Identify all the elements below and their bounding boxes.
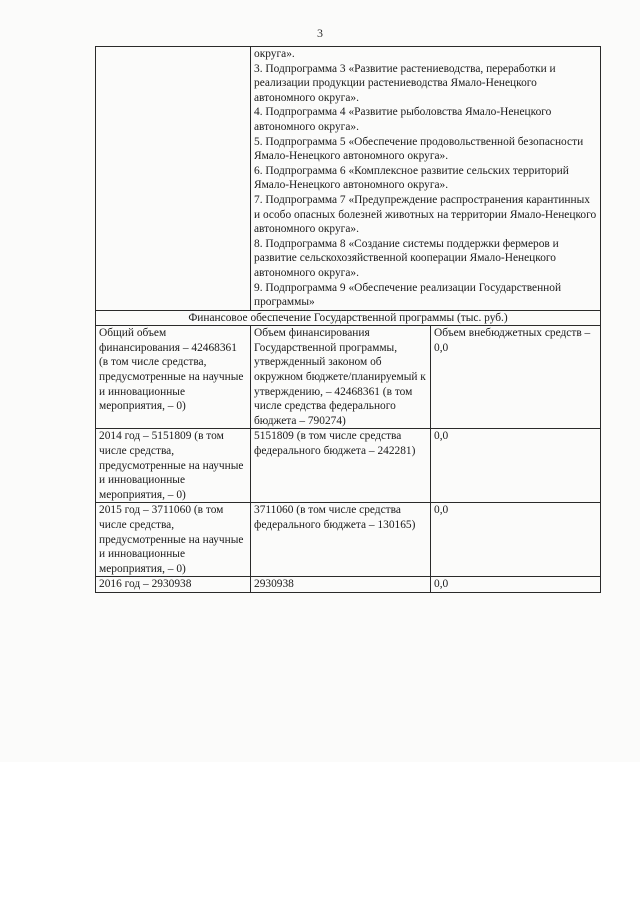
list-item: 8. Подпрограмма 8 «Создание системы поддержки фермеров и развитие сельскохозяйственной кооперации Ямало-Ненецкого автономного округа».	[254, 237, 559, 279]
subprograms-list-cell	[251, 47, 601, 311]
approved-financing-cell: Объем финансирования Государственной программы, утвержденный законом об окружном бюджете/планируемый к утверждению, – 42468361 (в том числе средства федерального бюджета – 790274)	[251, 326, 431, 429]
year-total-cell: 2016 год – 2930938	[96, 577, 251, 593]
year-total-cell: 2014 год – 5151809 (в том числе средства, предусмотренные на научные и инновационные мероприятия, – 0)	[96, 429, 251, 503]
year-total-cell: 2015 год – 3711060 (в том числе средства, предусмотренные на научные и инновационные мероприятия, – 0)	[96, 503, 251, 577]
list-item: 4. Подпрограмма 4 «Развитие рыболовства Ямало-Ненецкого автономного округа».	[254, 106, 552, 133]
year-extra-cell: 0,0	[431, 429, 601, 503]
page-number: 3	[317, 26, 323, 40]
page-margin	[0, 762, 640, 905]
year-extra-cell: 0,0	[431, 577, 601, 593]
year-approved-cell: 3711060 (в том числе средства федерального бюджета – 130165)	[251, 503, 431, 577]
program-passport-table	[95, 46, 601, 593]
total-financing-cell: Общий объем финансирования – 42468361 (в том числе средства, предусмотренные на научные и инновационные мероприятия, – 0)	[96, 326, 251, 429]
year-approved-cell: 5151809 (в том числе средства федерального бюджета – 242281)	[251, 429, 431, 503]
table-row	[96, 429, 601, 503]
finance-header-row	[96, 310, 601, 326]
finance-header: Финансовое обеспечение Государственной программы (тыс. руб.)	[96, 310, 601, 326]
list-item: 9. Подпрограмма 9 «Обеспечение реализации Государственной программы»	[254, 281, 562, 309]
list-item: округа».	[254, 48, 295, 60]
table-row	[96, 326, 601, 429]
year-extra-cell: 0,0	[431, 503, 601, 577]
subprograms-row	[96, 47, 601, 311]
list-item: 3. Подпрограмма 3 «Развитие растениеводства, переработки и реализации продукции растениеводства Ямало-Ненецкого автономного округа».	[254, 62, 556, 104]
table-row	[96, 503, 601, 577]
table-row	[96, 577, 601, 593]
list-item: 5. Подпрограмма 5 «Обеспечение продовольственной безопасности Ямало-Ненецкого автономного округа».	[254, 135, 584, 163]
list-item: 6. Подпрограмма 6 «Комплексное развитие сельских территорий Ямало-Ненецкого автономного округа».	[254, 164, 569, 192]
list-item: 7. Подпрограмма 7 «Предупреждение распространения карантинных и особо опасных болезней животных на территории Ямало-Ненецкого автономного округа».	[254, 193, 597, 236]
extra-budget-cell: Объем внебюджетных средств – 0,0	[431, 326, 601, 429]
subprograms-label-cell	[96, 47, 251, 311]
year-approved-cell: 2930938	[251, 577, 431, 593]
